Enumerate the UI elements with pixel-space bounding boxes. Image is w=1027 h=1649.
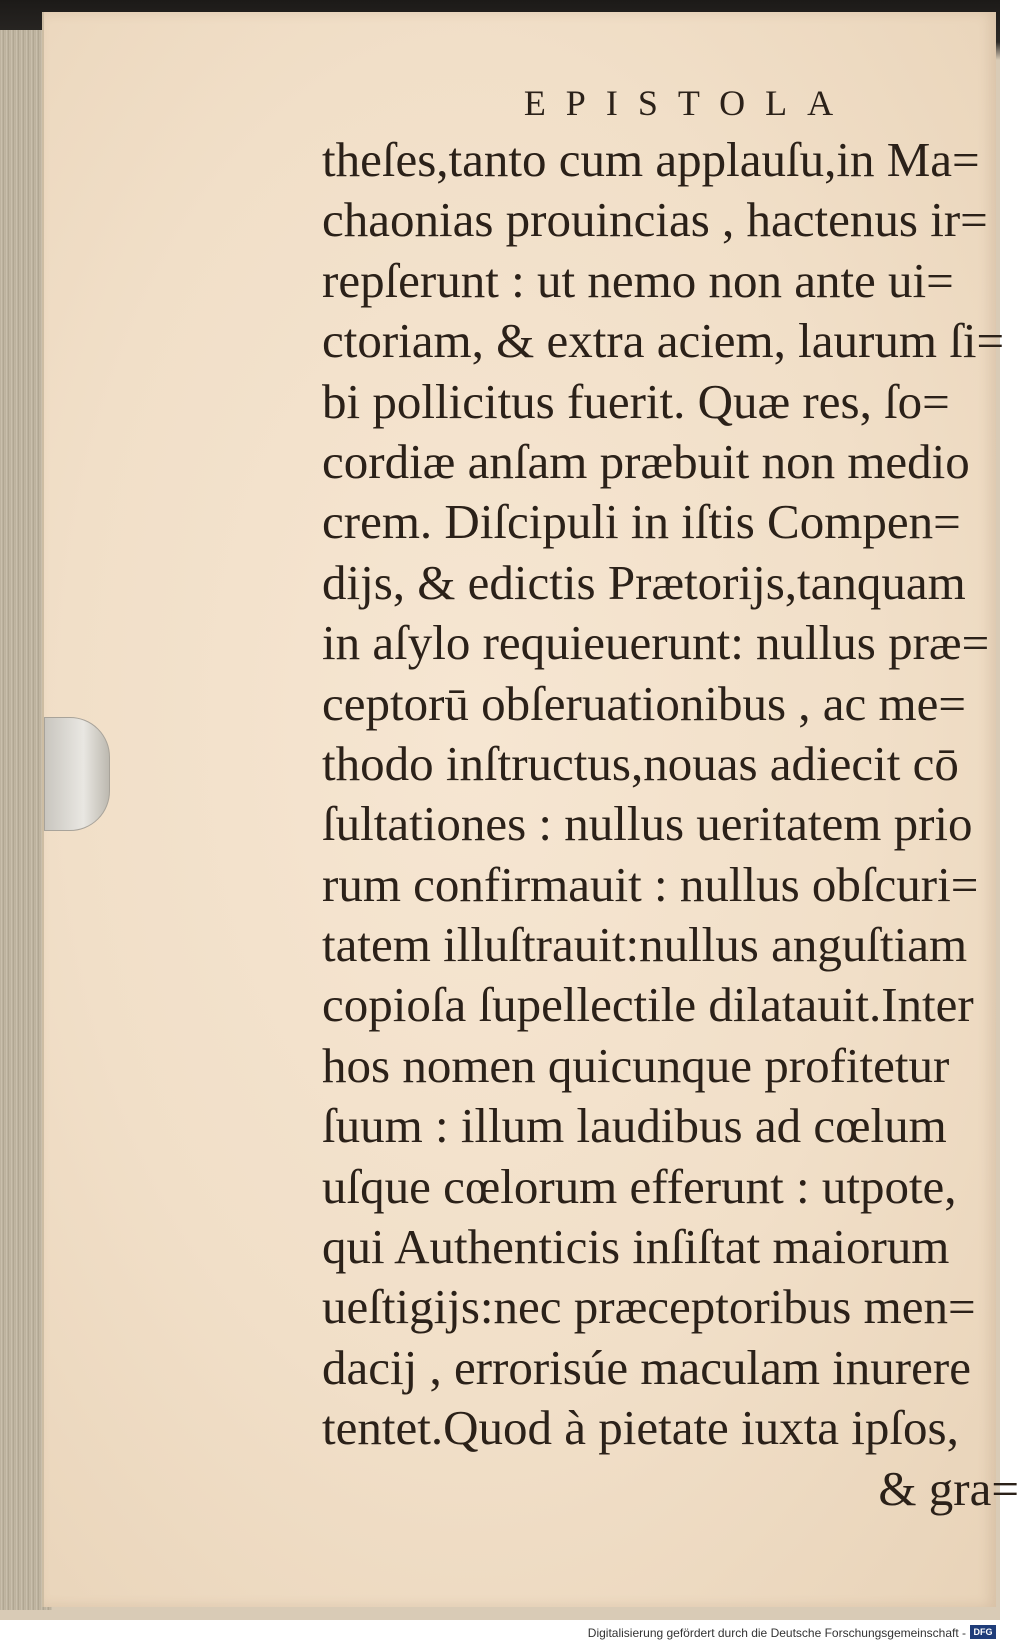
- text-line: cordiæ anſam præbuit non medio: [322, 433, 970, 489]
- text-line: bi pollicitus fuerit. Quæ res, ſo=: [322, 373, 950, 429]
- text-line: chaonias prouincias , hactenus ir=: [322, 192, 988, 248]
- text-line: crem. Diſcipuli in iſtis Compen=: [322, 494, 961, 550]
- text-block: [322, 82, 1027, 1519]
- text-line: uſque cœlorum efferunt : utpote,: [322, 1158, 957, 1214]
- catchword: & gra=: [878, 1460, 1019, 1516]
- text-line: ſultationes : nullus ueritatem prio: [322, 796, 973, 852]
- page-clip: [44, 717, 110, 831]
- text-line: ſuum : illum laudibus ad cœlum: [322, 1098, 947, 1154]
- text-line: in aſylo requieuerunt: nullus præ=: [322, 615, 990, 671]
- text-line: copioſa ſupellectile dilatauit.Inter: [322, 977, 974, 1033]
- text-line: dacij , errorisúe maculam inurere: [322, 1339, 971, 1395]
- book-page: [42, 12, 1019, 1607]
- dfg-logo: DFG: [970, 1625, 996, 1639]
- text-line: tatem illuſtrauit:nullus anguſtiam: [322, 917, 968, 973]
- text-line: rum confirmauit : nullus obſcuri=: [322, 856, 979, 912]
- text-line: ctoriam, & extra aciem, laurum ſi=: [322, 313, 1005, 369]
- text-line: qui Authenticis inſiſtat maiorum: [322, 1219, 950, 1275]
- text-line: hos nomen quicunque profitetur: [322, 1037, 950, 1093]
- text-line: repſerunt : ut nemo non ante ui=: [322, 252, 954, 308]
- footer-credit: Digitalisierung gefördert durch die Deutsche Forschungsgemeinschaft -: [587, 1626, 966, 1640]
- text-line: tentet.Quod à pietate iuxta ipſos,: [322, 1400, 959, 1456]
- text-line: thodo inſtructus,nouas adiecit cō: [322, 735, 959, 791]
- text-line: ceptorū obſeruationibus , ac me=: [322, 675, 967, 731]
- text-line: ueſtigijs:nec præceptoribus men=: [322, 1279, 976, 1335]
- running-head: EPISTOLA: [523, 83, 854, 123]
- text-line: dijs, & edictis Prætorijs,tanquam: [322, 554, 966, 610]
- text-line: theſes,tanto cum applauſu,in Ma=: [322, 132, 980, 187]
- footer-bar: [0, 1620, 1000, 1649]
